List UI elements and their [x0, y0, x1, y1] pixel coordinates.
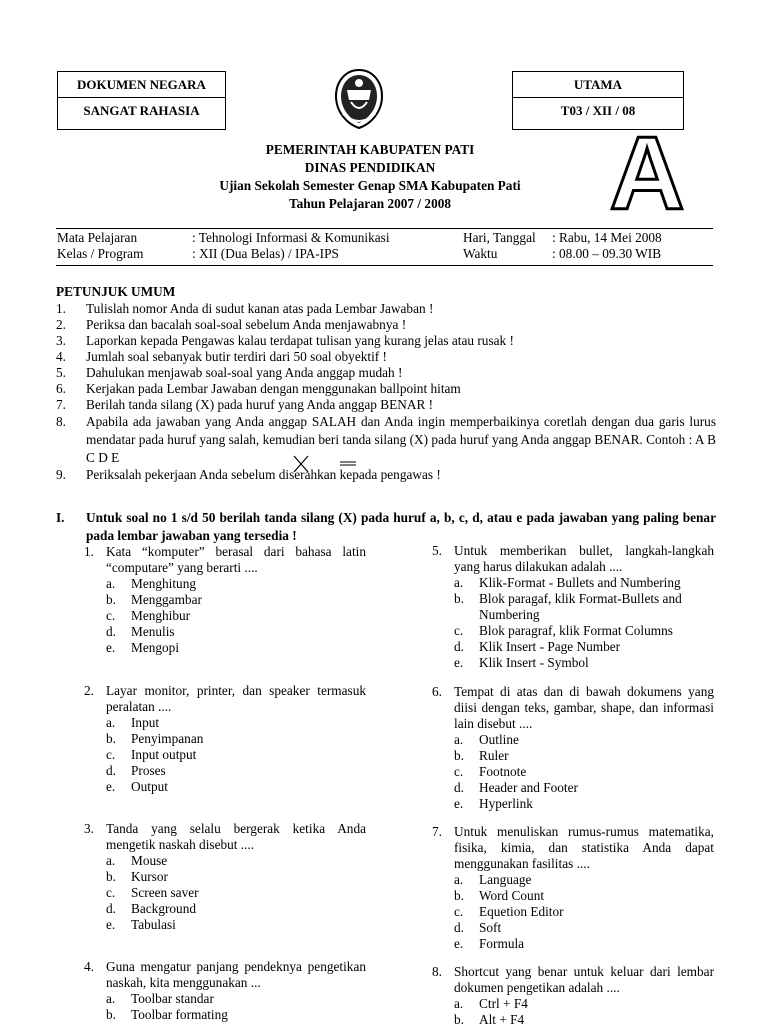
title-block: [200, 141, 540, 213]
list-item: 2. Periksa dan bacalah soal-soal sebelum Anda menjawabnya !: [56, 317, 407, 332]
question-2: 2. Layar monitor, printer, dan speaker termasuk peralatan .... a. Input b. Penyimpanan c. Input output d. Proses e. Output: [84, 683, 366, 794]
divider-top: [56, 228, 713, 229]
option-e[interactable]: e. Formula: [454, 936, 525, 951]
option-c[interactable]: c. Input output: [106, 747, 197, 762]
paket-letter: A: [609, 116, 685, 232]
option-a[interactable]: a. Input: [106, 715, 160, 730]
list-item: 9. Periksalah pekerjaan Anda sebelum diserahkan kepada pengawas !: [56, 467, 441, 482]
list-item: 4. Jumlah soal sebanyak butir terdiri dari 50 soal obyektif !: [56, 349, 387, 364]
question-3: 3. Tanda yang selalu bergerak ketika Anda mengetik naskah disebut .... a. Mouse b. Kursor c. Screen saver d. Background e. Tabulasi: [84, 821, 366, 932]
waktu-label: Waktu: [463, 246, 498, 261]
mapel-value: : Tehnologi Informasi & Komunikasi: [192, 230, 390, 245]
exam-title: Ujian Sekolah Semester Genap SMA Kabupaten Pati: [219, 178, 521, 193]
question-8: 8. Shortcut yang benar untuk keluar dari lembar dokumen pengetikan adalah .... a. Ctrl + F4 b. Alt + F4: [432, 964, 714, 1027]
option-d[interactable]: d. Proses: [106, 763, 166, 778]
option-a[interactable]: a. Language: [454, 872, 532, 887]
option-d[interactable]: d. Background: [106, 901, 196, 916]
option-c[interactable]: c. Equetion Editor: [454, 904, 564, 919]
mapel-label: Mata Pelajaran: [57, 230, 138, 245]
option-a[interactable]: a. Outline: [454, 732, 519, 747]
petunjuk-list: [56, 301, 716, 483]
classification-line-2: SANGAT RAHASIA: [58, 97, 225, 123]
option-b[interactable]: b. Toolbar formating: [106, 1007, 228, 1022]
option-a[interactable]: a. Mouse: [106, 853, 168, 868]
option-a[interactable]: a. Menghitung: [106, 576, 197, 591]
option-d[interactable]: d. Menulis: [106, 624, 175, 639]
question-1: 1. Kata “komputer” berasal dari bahasa latin “computare” yang berarti .... a. Menghitung b. Menggambar c. Menghibur d. Menulis e. Mengopi: [84, 544, 366, 655]
year-title: Tahun Pelajaran 2007 / 2008: [288, 196, 452, 211]
option-b[interactable]: b. Kursor: [106, 869, 168, 884]
list-item: 5. Dahulukan menjawab soal-soal yang Anda anggap mudah !: [56, 365, 403, 380]
government-title: PEMERINTAH KABUPATEN PATI: [265, 142, 475, 157]
option-e[interactable]: e. Tabulasi: [106, 917, 176, 932]
question-6: 6. Tempat di atas dan di bawah dokumens yang diisi dengan teks, gambar, shape, dan informasi lain disebut .... a. Outline b. Ruler c. Footnote d. Header and Footer e. Hyperlink: [432, 684, 714, 811]
kelas-value: : XII (Dua Belas) / IPA-IPS: [192, 246, 339, 261]
option-d[interactable]: d. Header and Footer: [454, 780, 578, 795]
option-c[interactable]: c. Menghibur: [106, 608, 191, 623]
option-a[interactable]: a. Klik-Format - Bullets and Numbering: [454, 575, 681, 590]
option-b[interactable]: b. Menggambar: [106, 592, 202, 607]
option-b[interactable]: b. Blok paragaf, klik Format-Bullets and Numbering: [454, 591, 682, 622]
option-e[interactable]: e. Output: [106, 779, 168, 794]
option-c[interactable]: c. Blok paragraf, klik Format Columns: [454, 623, 673, 638]
section-instruction: [56, 509, 716, 545]
option-d[interactable]: d. Soft: [454, 920, 502, 935]
department-title: DINAS PENDIDIKAN: [304, 160, 436, 175]
emblem-logo: [333, 68, 385, 130]
list-item: 6. Kerjakan pada Lembar Jawaban dengan menggunakan ballpoint hitam: [56, 381, 461, 396]
option-a[interactable]: a. Toolbar standar: [106, 991, 214, 1006]
list-item: 3. Laporkan kepada Pengawas kalau terdapat tulisan yang kurang jelas atau rusak !: [56, 333, 514, 348]
question-5: 5. Untuk memberikan bullet, langkah-langkah yang harus dilakukan adalah .... a. Klik-Format - Bullets and Numbering b. Blok paragaf, klik Format-Bullets and Numbering c. Blok paragraf, klik Format Columns d. Klik Insert - Page Number e. Klik Insert - Symbol: [432, 543, 714, 670]
option-c[interactable]: c. Footnote: [454, 764, 527, 779]
option-c[interactable]: c. Screen saver: [106, 885, 199, 900]
classification-box: [57, 71, 226, 130]
classification-line-1: DOKUMEN NEGARA: [77, 77, 206, 92]
list-item: 1. Tulislah nomor Anda di sudut kanan atas pada Lembar Jawaban !: [56, 301, 434, 316]
petunjuk-title: PETUNJUK UMUM: [56, 284, 176, 299]
section-number: I.: [56, 510, 65, 525]
option-a[interactable]: a. Ctrl + F4: [454, 996, 528, 1011]
divider-bottom: [56, 265, 713, 266]
option-e[interactable]: e. Hyperlink: [454, 796, 533, 811]
question-4: 4. Guna mengatur panjang pendeknya pengetikan naskah, kita menggunakan ... a. Toolbar standar b. Toolbar formating: [84, 959, 366, 1022]
status-label: UTAMA: [573, 77, 623, 92]
exam-code: T03 / XII / 08: [513, 97, 683, 123]
list-item: 8. Apabila ada jawaban yang Anda anggap SALAH dan Anda ingin memperbaikinya coretlah dengan dua garis lurus mendatar pada huruf yang salah, kemudian beri tanda silang (X) pada huruf yang Anda anggap BENAR. Contoh : A B C D E: [56, 414, 716, 465]
kelas-label: Kelas / Program: [57, 246, 144, 261]
hari-value: : Rabu, 14 Mei 2008: [552, 230, 662, 245]
waktu-value: : 08.00 – 09.30 WIB: [552, 246, 662, 261]
option-e[interactable]: e. Mengopi: [106, 640, 180, 655]
example-marks: [290, 453, 370, 475]
option-e[interactable]: e. Klik Insert - Symbol: [454, 655, 589, 670]
hari-label: Hari, Tanggal: [463, 230, 536, 245]
option-b[interactable]: b. Alt + F4: [454, 1012, 525, 1027]
section-text: Untuk soal no 1 s/d 50 berilah tanda silang (X) pada huruf a, b, c, d, atau e pada jawaban yang paling benar pada lembar jawaban yang tersedia !: [86, 510, 716, 543]
option-b[interactable]: b. Ruler: [454, 748, 509, 763]
list-item: 7. Berilah tanda silang (X) pada huruf yang Anda anggap BENAR !: [56, 397, 434, 412]
option-d[interactable]: d. Klik Insert - Page Number: [454, 639, 621, 654]
question-7: 7. Untuk menuliskan rumus-rumus matematika, fisika, kimia, dan statistika Anda dapat menggunakan fasilitas .... a. Language b. Word Count c. Equetion Editor d. Soft e. Formula: [432, 824, 714, 951]
option-b[interactable]: b. Penyimpanan: [106, 731, 204, 746]
option-b[interactable]: b. Word Count: [454, 888, 545, 903]
